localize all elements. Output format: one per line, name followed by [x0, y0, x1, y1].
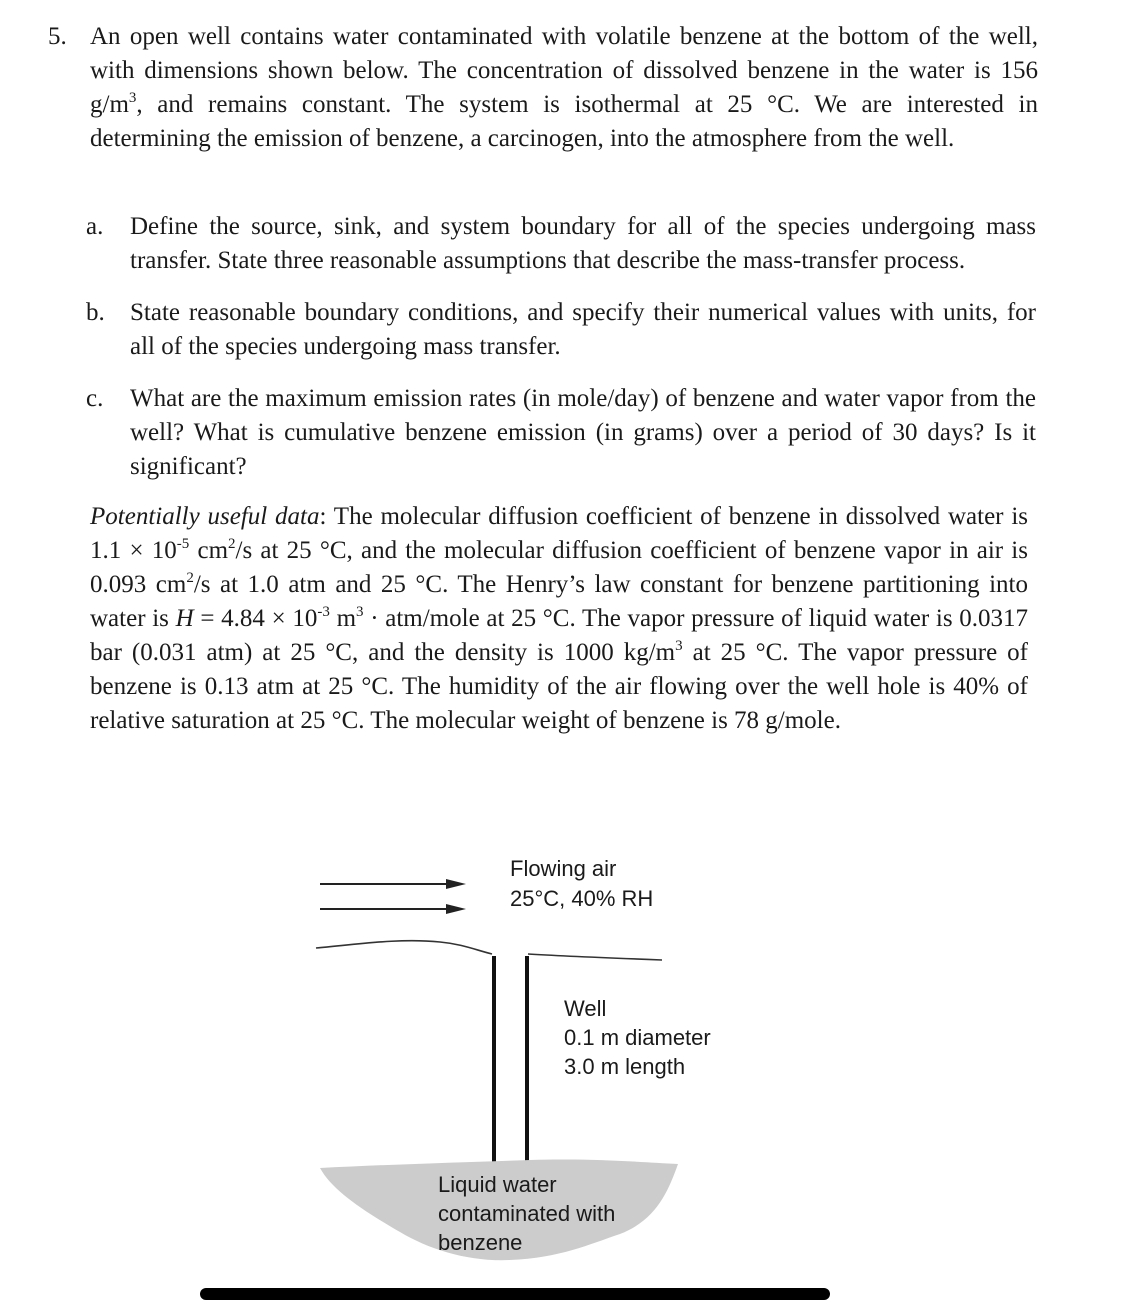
ground-surface-right — [528, 954, 662, 960]
part-c — [86, 382, 1036, 484]
problem-number: 5. — [48, 23, 67, 50]
well-label-2: 0.1 m diameter — [564, 1025, 711, 1050]
part-a-label: a. — [86, 213, 104, 240]
water-label-2: contaminated with — [438, 1201, 616, 1226]
well-diagram — [0, 830, 1124, 1270]
well-label-3: 3.0 m length — [564, 1054, 686, 1079]
air-label-1: Flowing air — [510, 856, 617, 881]
useful-data-lead: Potentially useful data — [90, 503, 320, 530]
water-label-1: Liquid water — [438, 1172, 557, 1197]
part-b — [86, 296, 1036, 364]
part-b-text: State reasonable boundary conditions, and specify their numerical values with units, for all of the species undergoing mass transfer. — [130, 299, 1036, 360]
part-a — [86, 210, 1036, 278]
air-flow-arrow — [320, 904, 466, 914]
problem-5 — [48, 20, 1038, 156]
home-indicator-bar[interactable] — [200, 1288, 830, 1300]
air-label-2: 25°C, 40% RH — [510, 886, 654, 911]
problem-statement: An open well contains water contaminated with volatile benzene at the bottom of the well, with dimensions shown below. The concentration of dissolved benzene in the water is 156 $g/m^3$, and remains constant. The system is isothermal at 25 °C. We are interested in determining the emission of benzene, a carcinogen, into the atmosphere from the well. — [90, 23, 1038, 152]
water-label-3: benzene — [438, 1230, 523, 1255]
part-c-label: c. — [86, 385, 104, 412]
well-label-1: Well — [564, 996, 607, 1021]
air-flow-arrow — [320, 879, 466, 889]
part-b-label: b. — [86, 299, 105, 326]
part-a-text: Define the source, sink, and system boundary for all of the species undergoing mass transfer. State three reasonable assumptions that describe the mass-transfer process. — [130, 213, 1036, 274]
ground-surface-left — [316, 941, 492, 954]
part-c-text: What are the maximum emission rates (in mole/day) of benzene and water vapor from the well? What is cumulative benzene emission (in grams) over a period of 30 days? Is it significant? — [130, 385, 1036, 480]
useful-data-paragraph: Potentially useful data: The molecular diffusion coefficient of benzene in dissolved water is $1.1 \times 10^{-5}$ $cm^2/s$ at 25 °C, and the molecular diffusion coefficient of benzene vapor in air is 0.093 $cm^2/s$ at 1.0 atm and 25 °C. The Henry’s law constant for benzene partitioning into water is $H = 4.84 \times 10^{-3}$ $m^3$ · atm/mole at 25 °C. The vapor pressure of liquid water is 0.0317 bar (0.031 atm) at 25 °C, and the density is 1000 $kg/m^3$ at 25 °C. The vapor pressure of benzene is 0.13 atm at 25 °C. The humidity of the air flowing over the well hole is 40% of relative saturation at 25 °C. The molecular weight of benzene is 78 g/mole. — [90, 503, 1028, 734]
